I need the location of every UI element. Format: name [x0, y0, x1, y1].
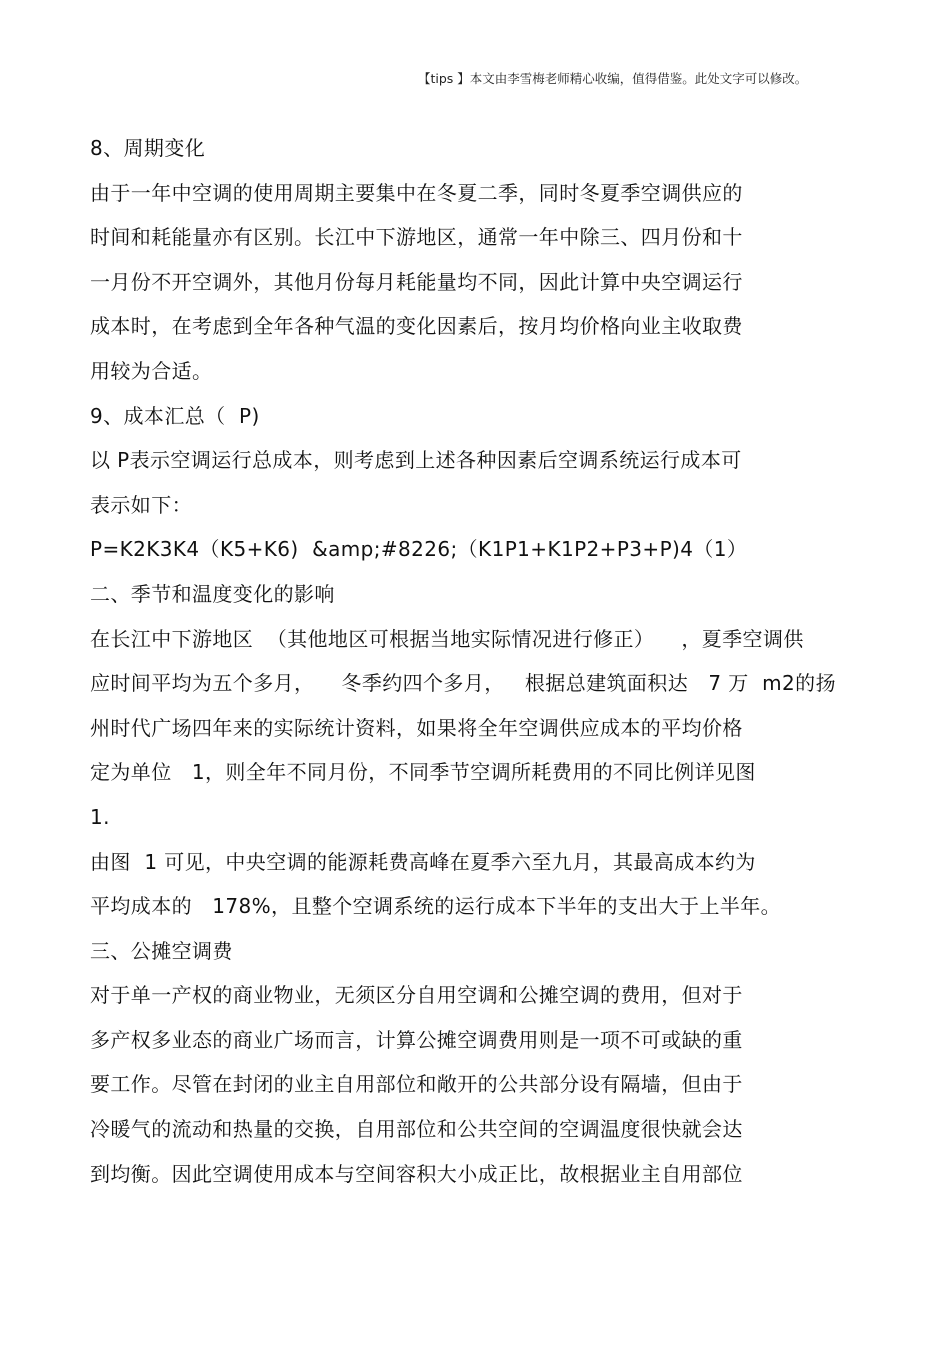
paragraph-line: 表示如下： [90, 492, 192, 517]
paragraph-line: 1. [90, 804, 110, 829]
paragraph-line: 州时代广场四年来的实际统计资料，如果将全年空调供应成本的平均价格 [90, 715, 743, 740]
paragraph-line: 以 P表示空调运行总成本，则考虑到上述各种因素后空调系统运行成本可 [90, 448, 742, 473]
paragraph-line: 一月份不开空调外，其他月份每月耗能量均不同，因此计算中央空调运行 [90, 269, 743, 294]
section-heading: 三、公摊空调费 [90, 938, 233, 963]
paragraph-line: 由于一年中空调的使用周期主要集中在冬夏二季，同时冬夏季空调供应的 [90, 180, 743, 205]
paragraph-line: 多产权多业态的商业广场而言，计算公摊空调费用则是一项不可或缺的重 [90, 1027, 743, 1052]
header-tips-note: 【tips 】本文由李雪梅老师精心收编，值得借鉴。此处文字可以修改。 [418, 71, 808, 86]
paragraph-line: 对于单一产权的商业物业，无须区分自用空调和公摊空调的费用，但对于 [90, 983, 743, 1008]
formula-line: P=K2K3K4（K5+K6) &amp;#8226;（K1P1+K1P2+P3+P)4（1） [90, 537, 748, 562]
paragraph-line: 由图 1 可见，中央空调的能源耗费高峰在夏季六至九月，其最高成本约为 [90, 849, 756, 874]
paragraph-line: 要工作。尽管在封闭的业主自用部位和敞开的公共部分设有隔墙，但由于 [90, 1072, 743, 1097]
paragraph-line: 到均衡。因此空调使用成本与空间容积大小成正比，故根据业主自用部位 [90, 1161, 743, 1186]
section-heading: 8、周期变化 [90, 136, 206, 160]
paragraph-line: 用较为合适。 [90, 358, 213, 383]
paragraph-line: 时间和耗能量亦有区别。长江中下游地区，通常一年中除三、四月份和十 [90, 225, 743, 250]
paragraph-line: 定为单位 1，则全年不同月份，不同季节空调所耗费用的不同比例详见图 [90, 760, 756, 785]
section-heading: 9、成本汇总（ P) [90, 403, 260, 428]
document-body [90, 126, 890, 1196]
paragraph-line: 在长江中下游地区 （其他地区可根据当地实际情况进行修正） ，夏季空调供 [90, 626, 804, 651]
section-heading: 二、季节和温度变化的影响 [90, 581, 335, 606]
paragraph-line: 冷暖气的流动和热量的交换，自用部位和公共空间的空调温度很快就会达 [90, 1117, 743, 1142]
paragraph-line: 应时间平均为五个多月， 冬季约四个多月， 根据总建筑面积达 7 万 m2的扬 [90, 671, 836, 696]
paragraph-line: 平均成本的 178%，且整个空调系统的运行成本下半年的支出大于上半年。 [90, 894, 782, 919]
paragraph-line: 成本时，在考虑到全年各种气温的变化因素后，按月均价格向业主收取费 [90, 314, 743, 339]
